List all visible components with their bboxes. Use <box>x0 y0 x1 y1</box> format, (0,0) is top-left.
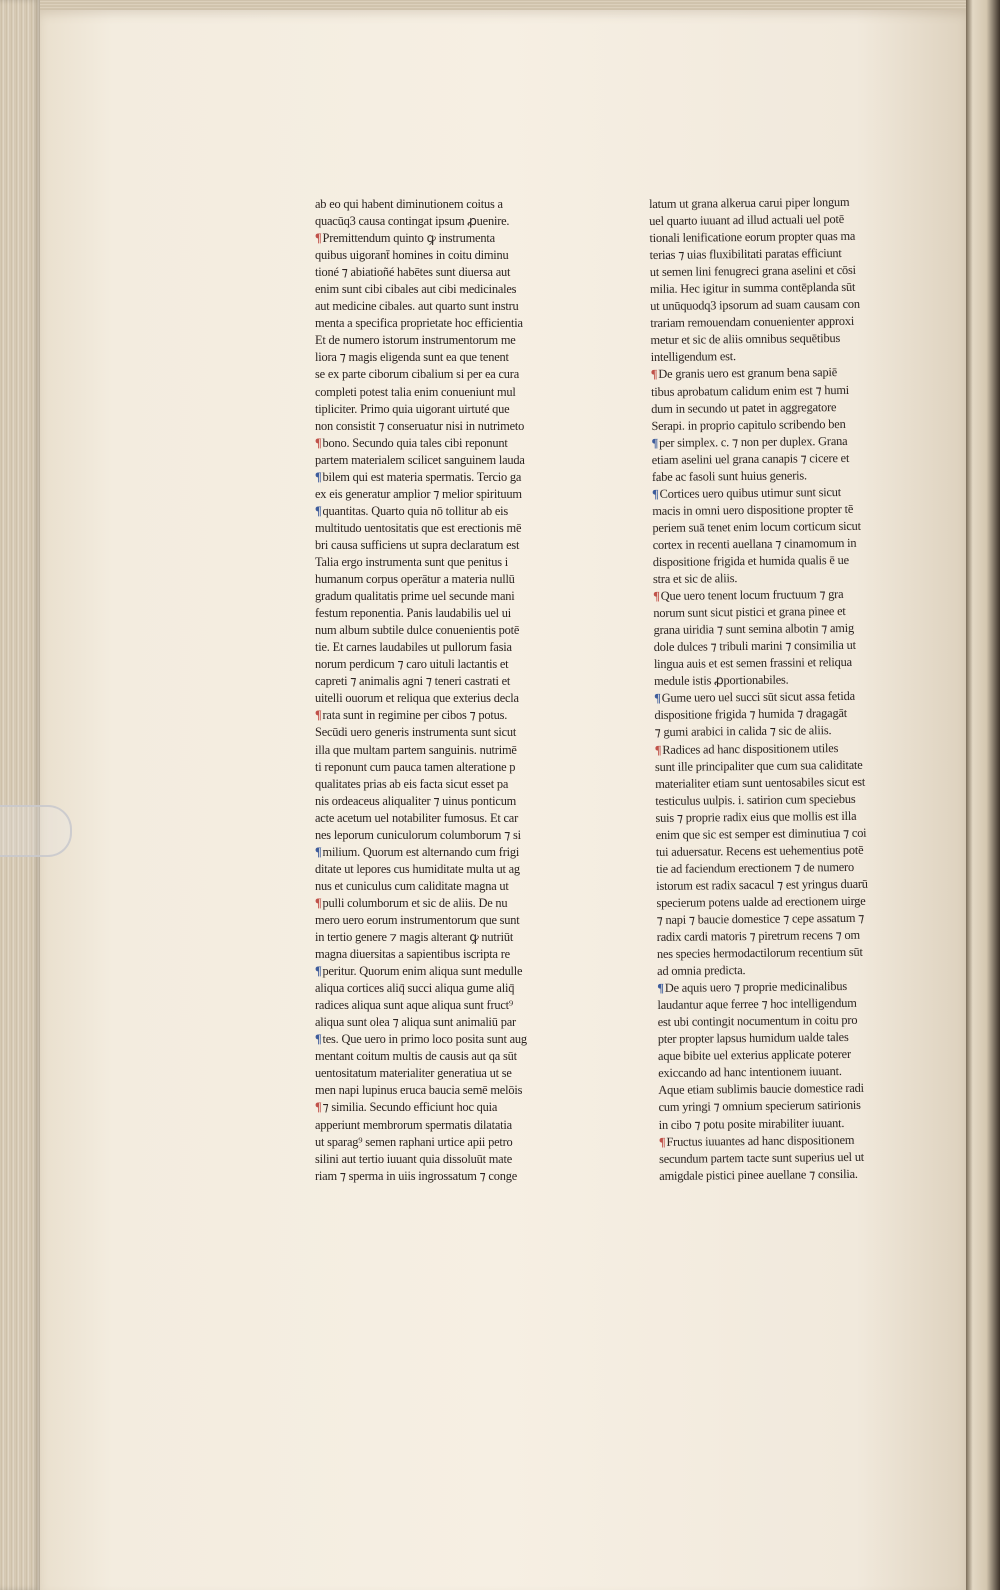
line-text: Secūdi uero generis instrumenta sunt sicut <box>315 725 517 740</box>
line-text: sunt ille principaliter que cum sua caliditate <box>654 757 863 774</box>
text-line <box>315 673 555 690</box>
line-text: Gume uero uel succi sūt sicut assa fetida <box>661 689 855 706</box>
text-line <box>315 690 555 707</box>
text-line <box>315 298 555 315</box>
line-text: enim sunt cibi cibales aut cibi medicinales <box>315 282 517 297</box>
text-line <box>315 895 555 912</box>
line-text: grana uiridia ⁊ sunt semina albotin ⁊ amig <box>653 621 855 638</box>
text-line <box>315 1082 555 1099</box>
text-line <box>315 861 555 878</box>
text-line <box>315 520 555 537</box>
line-text: illa que multam partem sanguinis. nutrimē <box>315 742 517 757</box>
paragraph-mark-icon: ¶ <box>315 469 322 484</box>
text-line <box>315 639 555 656</box>
text-line <box>315 929 555 946</box>
text-line <box>315 1117 555 1134</box>
line-text: apperiunt membrorum spermatis dilatatia <box>315 1117 512 1132</box>
line-text: Serapi. in proprio capitulo scribendo ben <box>651 416 846 433</box>
paragraph-mark-icon: ¶ <box>315 435 322 450</box>
line-text: bilem qui est materia spermatis. Tercio ga <box>322 469 522 484</box>
line-text: pulli columborum et sic de aliis. De nu <box>322 895 508 910</box>
line-text: materialiter etiam sunt uentosabiles sicut est <box>655 774 866 791</box>
text-line <box>315 605 555 622</box>
paper-clip <box>0 805 72 857</box>
text-line <box>315 656 555 673</box>
text-line <box>315 1168 555 1185</box>
line-text: etiam aselini uel grana canapis ⁊ cicere et <box>651 450 850 467</box>
line-text: cum yringi ⁊ omnium specierum satirionis <box>658 1098 861 1115</box>
line-text: silini aut tertio iuuant quia dissoluūt mate <box>315 1151 512 1166</box>
line-text: tie. Et carnes laudabiles ut pullorum fasia <box>315 640 512 655</box>
text-line <box>315 349 555 366</box>
text-line <box>315 315 555 332</box>
left-text-column <box>315 196 555 1185</box>
line-text: peritur. Quorum enim aliqua sunt medulle <box>322 964 523 979</box>
line-text: humanum corpus operātur a materia nullū <box>315 572 515 587</box>
paragraph-mark-icon: ¶ <box>657 981 664 996</box>
line-text: Fructus iuuantes ad hanc dispositionem <box>666 1132 855 1149</box>
paragraph-mark-icon: ¶ <box>315 1100 322 1115</box>
line-text: norum sunt sicut pistici et grana pinee et <box>653 604 846 621</box>
paragraph-mark-icon: ¶ <box>315 844 322 859</box>
line-text: radices aliqua sunt aque aliqua sunt fruct⁹ <box>315 998 514 1013</box>
line-text: partem materialem scilicet sanguinem lauda <box>315 452 525 467</box>
text-line <box>649 228 889 248</box>
text-line <box>315 878 555 895</box>
line-text: aliqua sunt olea ⁊ aliqua sunt animaliū par <box>315 1015 516 1030</box>
line-text: completi potest talia enim conueniunt mul <box>315 384 516 399</box>
text-line <box>315 810 555 827</box>
paragraph-mark-icon: ¶ <box>315 895 322 910</box>
line-text: non consistit ⁊ conseruatur nisi in nutrimeto <box>315 418 525 433</box>
line-text: uitelli ouorum et reliqua que exterius decla <box>315 691 519 706</box>
line-text: Talia ergo instrumenta sunt que penitus i <box>315 554 509 569</box>
paragraph-mark-icon: ¶ <box>315 503 322 518</box>
line-text: intelligendum est. <box>650 349 736 365</box>
line-text: suis ⁊ proprie radix eius que mollis est illa <box>655 808 857 825</box>
right-text-column <box>649 193 899 1184</box>
line-text: uel quarto iuuant ad illud actuali uel potē <box>649 212 845 229</box>
line-text: aliqua cortices aliq̄ succi aliqua gume aliq̄ <box>315 981 515 996</box>
text-line <box>315 571 555 588</box>
text-line <box>315 503 555 520</box>
paragraph-mark-icon: ¶ <box>315 231 322 246</box>
line-text: De aquis uero ⁊ proprie medicinalibus <box>664 979 848 996</box>
line-text: terias ⁊ uias fluxibilitati paratas efficiunt <box>649 246 842 263</box>
paragraph-mark-icon: ¶ <box>654 742 662 757</box>
text-line <box>315 946 555 963</box>
text-line <box>655 756 895 776</box>
line-text: tes. Que uero in primo loco posita sunt aug <box>322 1032 527 1047</box>
text-line <box>315 759 555 776</box>
manuscript-page <box>38 8 968 1590</box>
line-text: ut sparag⁹ semen raphani urtice apii petro <box>315 1134 513 1149</box>
line-text: tie ad faciendum erectionem ⁊ de numero <box>655 859 855 876</box>
text-line <box>659 1148 899 1168</box>
line-text: milia. Hec igitur in summa contēplanda sūt <box>649 280 856 297</box>
line-text: aut medicine cibales. aut quarto sunt instru <box>315 299 519 314</box>
text-line <box>315 435 555 452</box>
line-text: ditate ut lepores cus humiditate multa ut ag <box>315 861 520 876</box>
text-line <box>315 776 555 793</box>
text-line <box>315 1099 555 1116</box>
line-text: nis ordeaceus aliqualiter ⁊ uinus ponticum <box>315 793 517 808</box>
text-line <box>315 827 555 844</box>
text-line <box>658 1080 898 1100</box>
line-text: macis in omni uero dispositione propter tē <box>652 501 854 518</box>
line-text: stra et sic de aliis. <box>652 571 738 587</box>
line-text: est ubi contingit nocumentum in coitu pro <box>657 1013 858 1030</box>
line-text: tioné ⁊ abiatioñé habētes sunt diuersa aut <box>315 265 511 280</box>
text-line <box>315 980 555 997</box>
text-line <box>315 469 555 486</box>
line-text: uentositatum materialiter generatiua ut se <box>315 1066 512 1081</box>
text-line <box>315 401 555 418</box>
line-text: ut semen lini fenugreci grana aselini et cōsi <box>649 263 856 280</box>
text-line <box>650 296 890 316</box>
text-line <box>315 1048 555 1065</box>
text-line <box>315 384 555 401</box>
line-text: laudantur aque ferree ⁊ hoc intelligendum <box>657 996 857 1013</box>
line-text: menta a specifica proprietate hoc efficientia <box>315 316 523 331</box>
text-line <box>315 724 555 741</box>
line-text: medule istis ꝓportionabiles. <box>654 672 789 689</box>
line-text: acte acetum uel notabiliter fumosus. Et car <box>315 810 518 825</box>
text-line <box>315 281 555 298</box>
text-line <box>315 486 555 503</box>
line-text: milium. Quorum est alternando cum frigi <box>322 844 520 859</box>
paragraph-mark-icon: ¶ <box>651 435 659 450</box>
text-line <box>315 196 555 213</box>
line-text: rata sunt in regimine per cibos ⁊ potus. <box>322 708 508 723</box>
text-line <box>315 452 555 469</box>
text-line <box>315 247 555 264</box>
line-text: dispositione frigida et humida qualis ē ue <box>652 552 849 569</box>
line-text: tionali lenificatione eorum propter quas ma <box>649 228 856 246</box>
line-text: cortex in recenti auellana ⁊ cinamomum in <box>652 535 857 552</box>
line-text: dispositione frigida ⁊ humida ⁊ dragagāt <box>654 706 848 723</box>
text-line <box>315 588 555 605</box>
line-text: dum in secundo ut patet in aggregatore <box>651 399 837 416</box>
line-text: periem suā tenet enim locum corticum sicut <box>652 518 861 535</box>
line-text: pter propter lapsus humidum ualde tales <box>657 1030 849 1047</box>
text-line <box>315 997 555 1014</box>
line-text: magna diuersitas a sapientibus iscripta re <box>315 947 510 962</box>
line-text: exiccando ad hanc intentionem iuuant. <box>658 1064 842 1081</box>
text-line <box>315 554 555 571</box>
line-text: tipliciter. Primo quia uigorant uirtuté que <box>315 401 510 416</box>
line-text: men napi lupinus eruca baucia semē melōis <box>315 1083 523 1098</box>
text-line <box>315 1031 555 1048</box>
paragraph-mark-icon: ¶ <box>315 708 322 723</box>
paragraph-mark-icon: ¶ <box>315 1032 322 1047</box>
paragraph-mark-icon: ¶ <box>658 1134 666 1149</box>
paragraph-mark-icon: ¶ <box>654 691 661 706</box>
line-text: ti reponunt cum pauca tamen alteratione p <box>315 759 516 774</box>
line-text: ab eo qui habent diminutionem coitus a <box>315 197 503 211</box>
line-text: qualitates prias ab eis facta sicut esset pa <box>315 776 509 791</box>
text-line <box>315 264 555 281</box>
text-line <box>315 912 555 929</box>
line-text: bri causa sufficiens ut supra declaratum est <box>315 537 520 552</box>
line-text: ad omnia predicta. <box>657 963 746 979</box>
line-text: enim que sic est semper est diminutiua ⁊ coi <box>655 825 867 842</box>
text-line <box>315 537 555 554</box>
line-text: secundum partem tacte sunt superius uel ut <box>659 1149 865 1166</box>
line-text: tibus aprobatum calidum enim est ⁊ humi <box>650 382 850 399</box>
text-line <box>315 418 555 435</box>
line-text: festum reponentia. Panis laudabilis uel ui <box>315 606 512 621</box>
text-line <box>315 230 555 247</box>
text-line <box>315 1134 555 1151</box>
line-text: Aque etiam sublimis baucie domestice radi <box>658 1081 864 1098</box>
text-line <box>315 1014 555 1031</box>
paragraph-mark-icon: ¶ <box>315 964 322 979</box>
text-line <box>315 366 555 383</box>
line-text: riam ⁊ sperma in uiis ingrossatum ⁊ conge <box>315 1168 517 1183</box>
line-text: ⁊ gumi arabici in calida ⁊ sic de aliis. <box>654 723 832 740</box>
line-text: multitudo uentositatis que est erectionis mē <box>315 520 522 535</box>
line-text: quantitas. Quarto quia nō tollitur ab eis <box>322 503 509 518</box>
line-text: in cibo ⁊ potu posite mirabiliter iuuant. <box>658 1115 845 1132</box>
line-text: trariam remouendam conuenienter approxi <box>650 314 855 331</box>
line-text: testiculus uulpis. i. satirion cum speciebus <box>655 791 856 808</box>
line-text: norum perdicum ⁊ caro uituli lactantis et <box>315 657 509 672</box>
line-text: ex eis generatur amplior ⁊ melior spirituum <box>315 486 522 501</box>
line-text: quacūq3 causa contingat ipsum ꝓuenire. <box>315 214 510 229</box>
line-text: specierum potens ualde ad erectionem uirge <box>656 893 866 910</box>
line-text: nes species hermodactilorum recentium sūt <box>656 944 863 962</box>
line-text: bono. Secundo quia tales cibi reponunt <box>322 435 508 450</box>
line-text: nes leporum cuniculorum columborum ⁊ si <box>315 827 521 842</box>
paragraph-mark-icon: ¶ <box>653 588 660 604</box>
line-text: fabe ac fasoli sunt huius generis. <box>651 468 807 484</box>
line-text: De granis uero est granum bena sapiē <box>658 365 838 382</box>
line-text: amigdale pistici pinee auellane ⁊ consilia. <box>659 1166 858 1183</box>
text-line <box>315 844 555 861</box>
text-line <box>315 963 555 980</box>
line-text: metur et sic de aliis omnibus sequētibus <box>650 331 841 348</box>
text-line <box>656 841 896 861</box>
line-text: aque bibite uel exterius applicate poterer <box>657 1047 851 1064</box>
text-line <box>652 517 892 537</box>
line-text: quibus uigorant̄ homines in coitu diminu <box>315 248 509 263</box>
line-text: Et de numero istorum instrumentorum me <box>315 333 516 348</box>
line-text: latum ut grana alkerua carui piper longum <box>649 194 850 211</box>
line-text: capreti ⁊ animalis agni ⁊ teneri castrati et <box>315 674 511 689</box>
line-text: radix cardi matoris ⁊ piretrum recens ⁊ om <box>656 927 860 944</box>
text-line <box>656 909 896 929</box>
page-top-edge <box>38 0 968 10</box>
page-stack-left-edge <box>0 0 40 1590</box>
line-text: ut unūquodq3 ipsorum ad suam causam con <box>650 297 860 314</box>
line-text: dole dulces ⁊ tribuli marini ⁊ consimilia ut <box>653 638 856 655</box>
text-line <box>315 622 555 639</box>
line-text: Premittendum quinto ꝙ instrumenta <box>322 231 495 246</box>
text-line <box>315 213 555 230</box>
line-text: Radices ad hanc dispositionem utiles <box>662 740 839 757</box>
line-text: Cortices uero quibus utimur sunt sicut <box>659 484 842 501</box>
text-line <box>659 1165 899 1185</box>
line-text: in tertio genere ⁊ magis alterant ꝙ nutriūt <box>315 930 514 945</box>
line-text: liora ⁊ magis eligenda sunt ea que tenent <box>315 350 509 365</box>
text-line <box>315 793 555 810</box>
line-text: nus et cuniculus cum caliditate magna ut <box>315 878 509 893</box>
line-text: ⁊ napi ⁊ baucie domestice ⁊ cepe assatum ⁊ <box>656 910 865 927</box>
line-text: gradum qualitatis prime uel secunde mani <box>315 589 515 604</box>
line-text: mentant coitum multis de causis aut qa sūt <box>315 1049 517 1064</box>
text-line <box>315 1065 555 1082</box>
text-line <box>315 332 555 349</box>
line-text: tui aduersatur. Recens est uehementius potē <box>655 842 864 859</box>
line-text: se ex parte ciborum cibalium si per ea cura <box>315 367 520 382</box>
line-text: mero uero eorum instrumentorum que sunt <box>315 912 520 927</box>
line-text: istorum est radix sacacul ⁊ est yringus duarū <box>656 876 868 893</box>
line-text: per simplex. c. ⁊ non per duplex. Grana <box>659 433 848 450</box>
text-line <box>655 773 895 793</box>
text-line <box>315 707 555 724</box>
line-text: ⁊ similia. Secundo efficiunt hoc quia <box>322 1100 498 1115</box>
text-line <box>656 824 896 844</box>
text-line <box>315 742 555 759</box>
page-stack-right-edge <box>966 0 1000 1590</box>
line-text: Que uero tenent locum fructuum ⁊ gra <box>660 587 844 603</box>
text-line <box>315 1151 555 1168</box>
paragraph-mark-icon: ¶ <box>650 367 658 382</box>
line-text: num album subtile dulce conuenientis potē <box>315 623 520 638</box>
paragraph-mark-icon: ¶ <box>652 486 659 501</box>
text-line <box>657 944 897 964</box>
line-text: lingua auis et est semen frassini et reliqua <box>653 655 852 672</box>
